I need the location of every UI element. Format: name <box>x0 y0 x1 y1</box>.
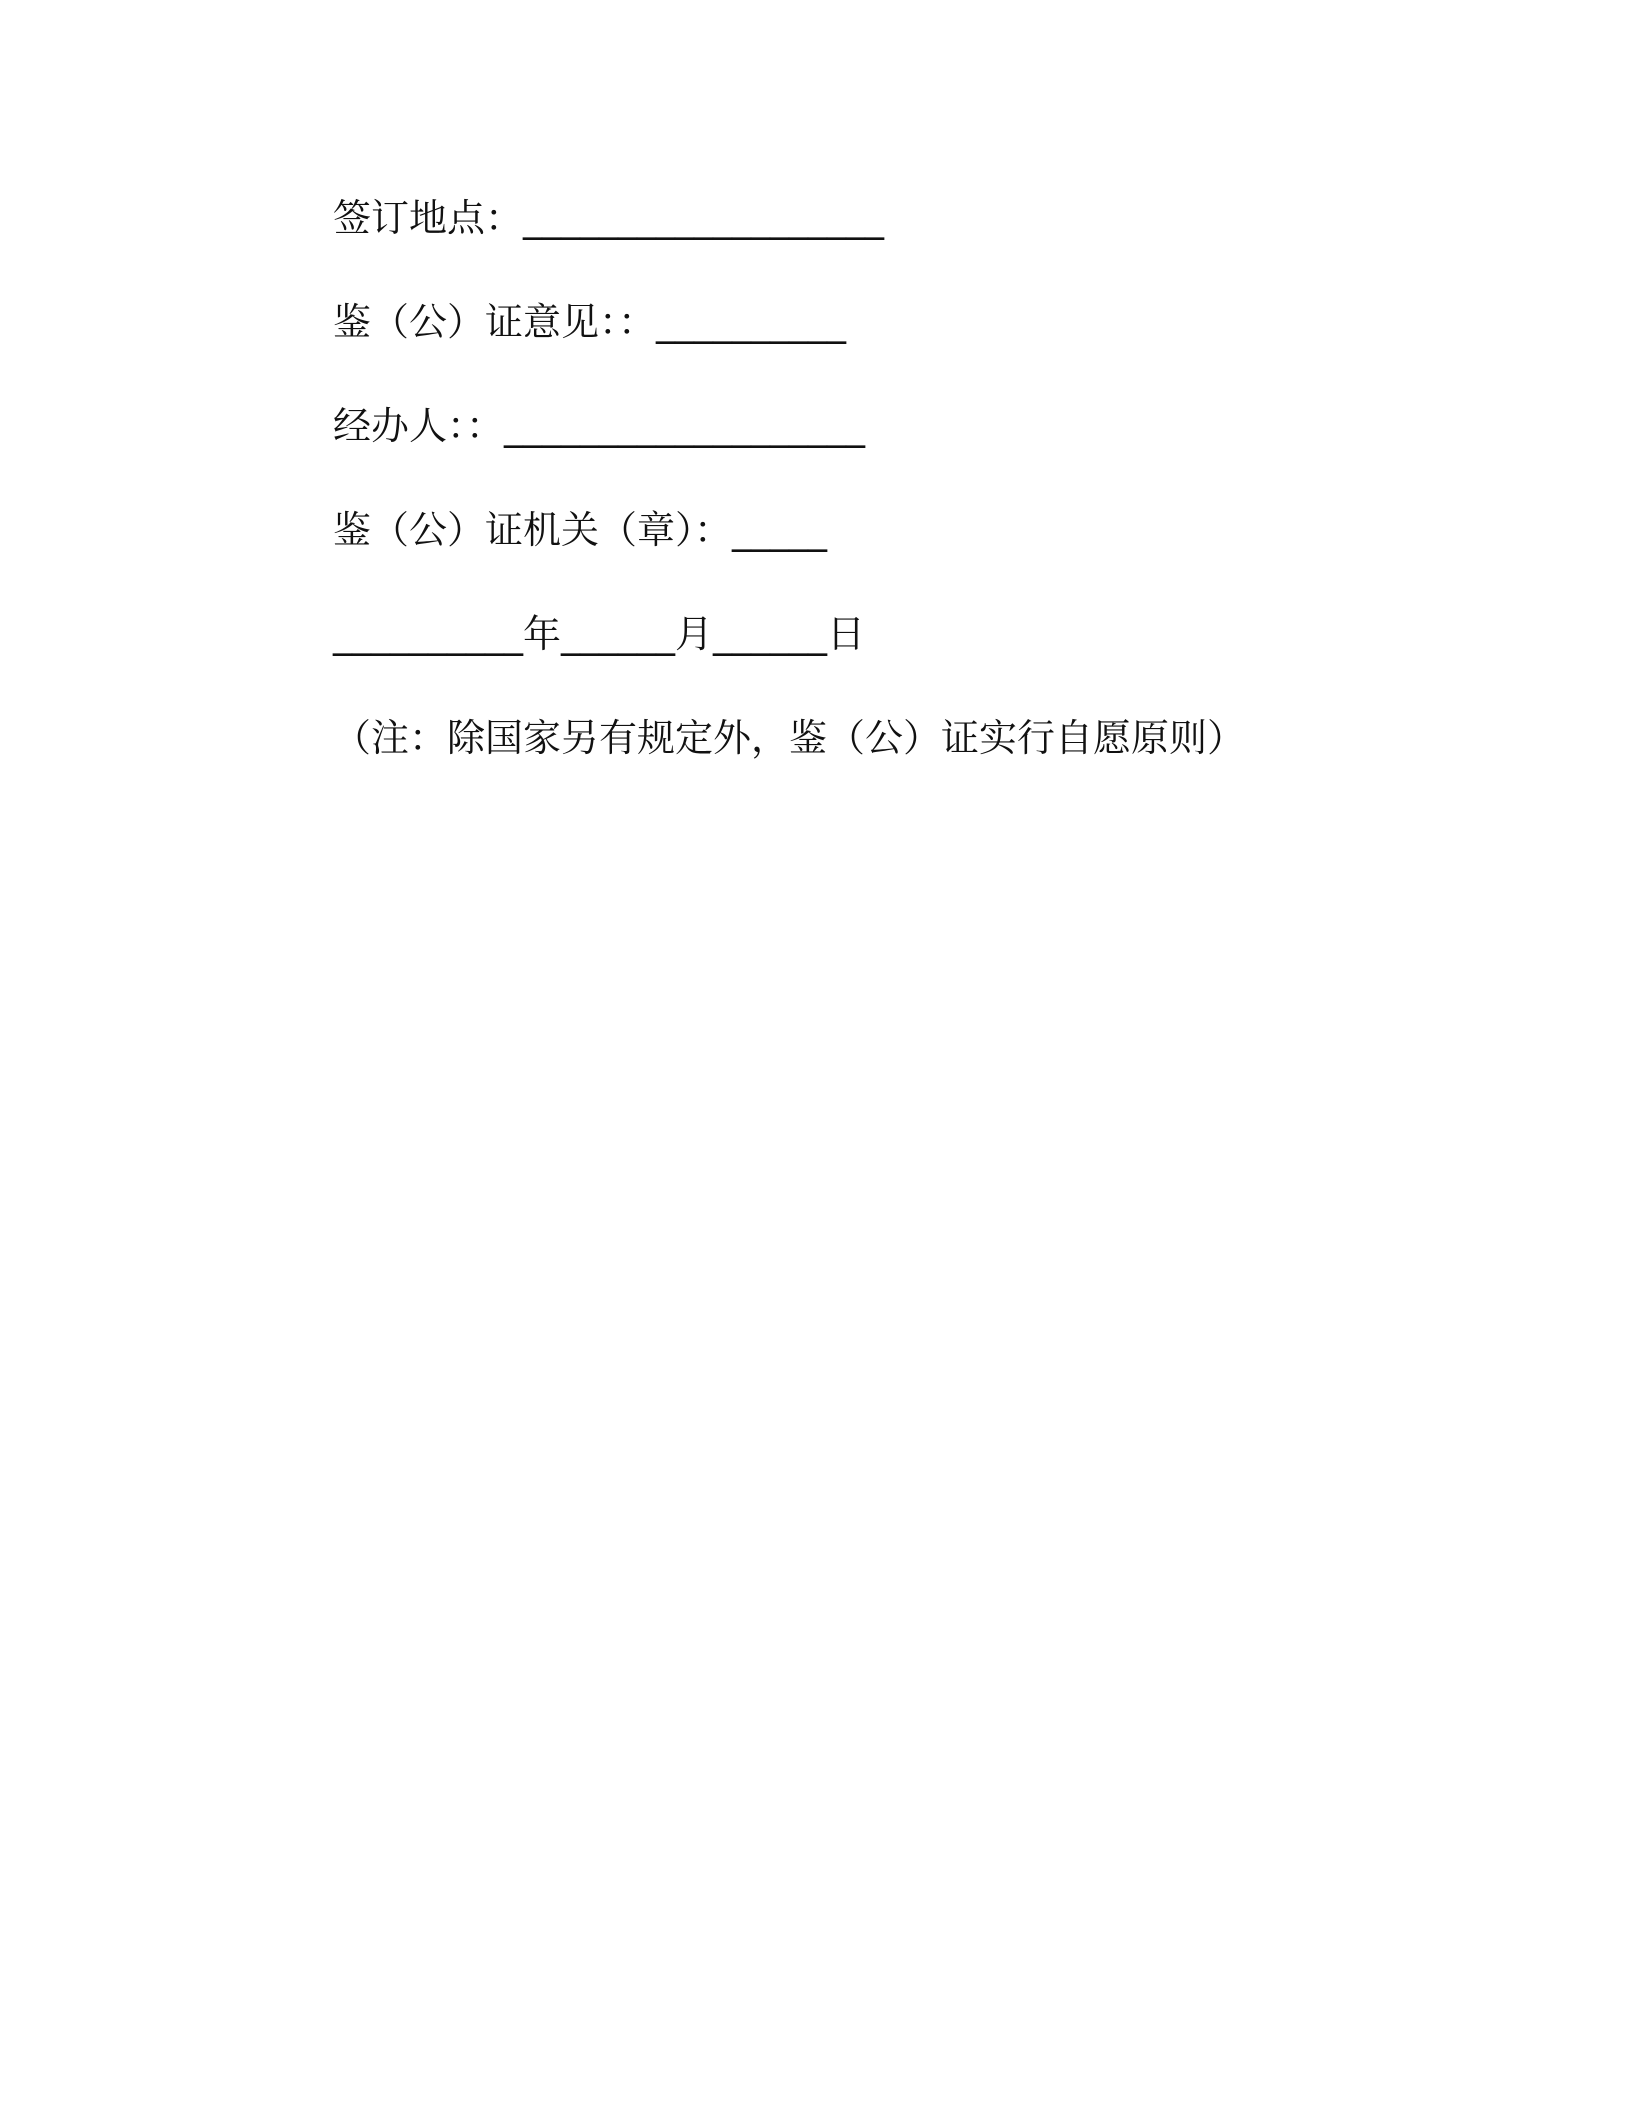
date-line: __________年______月______日 <box>333 612 866 656</box>
handler-line: 经办人：：___________________ <box>333 404 866 448</box>
note-line: （注：除国家另有规定外，鉴（公）证实行自愿原则） <box>333 716 1246 760</box>
notary-office-seal-line: 鉴（公）证机关（章）：_____ <box>333 508 828 552</box>
signing-place-line: 签订地点：___________________ <box>333 196 885 240</box>
notarization-opinion-line: 鉴（公）证意见：：__________ <box>333 300 847 344</box>
